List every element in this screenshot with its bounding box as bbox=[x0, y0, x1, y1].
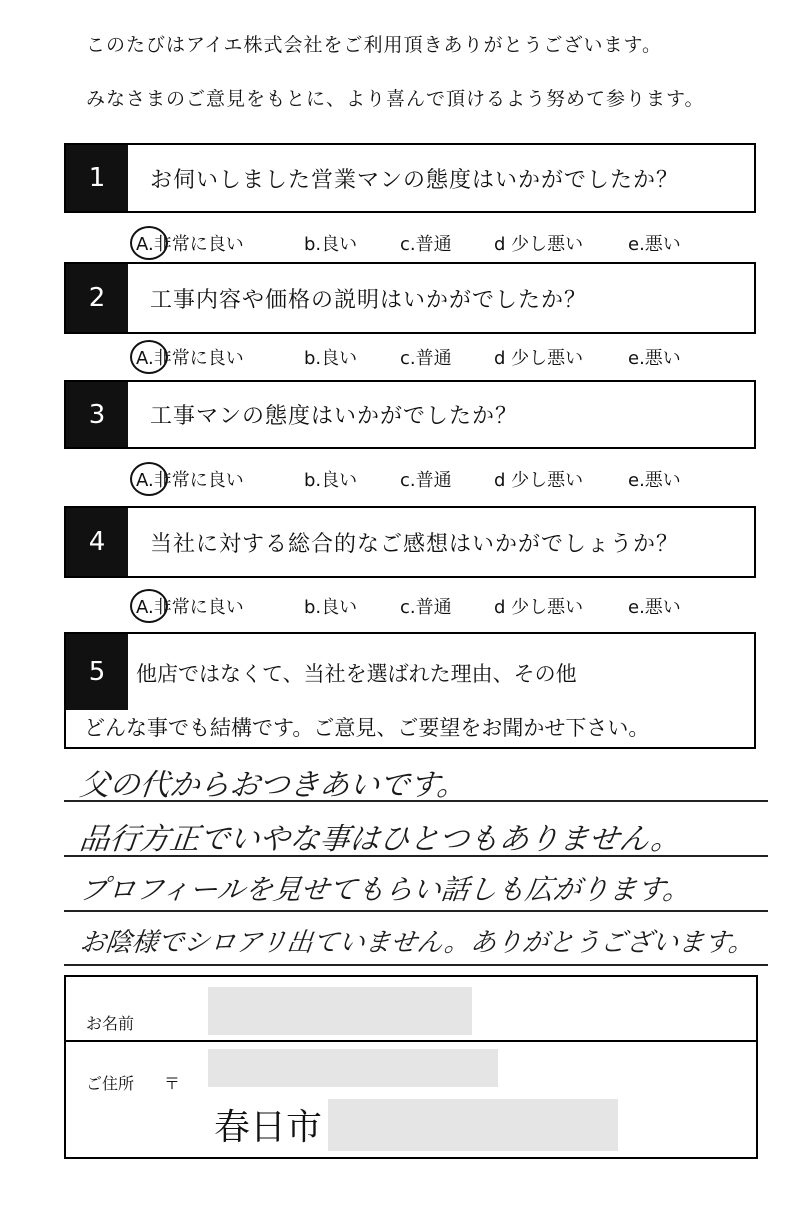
question-1 bbox=[64, 143, 756, 213]
ruled-line bbox=[64, 964, 768, 966]
question-3 bbox=[64, 380, 756, 449]
option-b[interactable]: b.良い bbox=[304, 234, 358, 255]
option-c[interactable]: c.普通 bbox=[400, 348, 452, 369]
question-2-options bbox=[136, 342, 736, 372]
ruled-line bbox=[64, 800, 768, 802]
option-c[interactable]: c.普通 bbox=[400, 234, 452, 255]
question-1-options bbox=[136, 228, 736, 258]
question-3-options bbox=[136, 464, 736, 494]
intro-line-2: みなさまのご意見をもとに、より喜んで頂けるよう努めて参ります。 bbox=[86, 88, 705, 110]
option-d[interactable]: d 少し悪い bbox=[494, 234, 584, 255]
question-5-text-line-2: どんな事でも結構です。ご意見、ご要望をお聞かせ下さい。 bbox=[84, 716, 650, 740]
option-e[interactable]: e.悪い bbox=[628, 597, 681, 618]
redacted-postal-code bbox=[208, 1049, 498, 1087]
handwritten-comment-2: 品行方正でいやな事はひとつもありません。 bbox=[77, 822, 683, 857]
handwritten-city: 春日市 bbox=[214, 1107, 323, 1148]
question-text: 当社に対する総合的なご感想はいかがでしょうか？ bbox=[150, 531, 680, 557]
question-5-text-line-1: 他店ではなくて、当社を選ばれた理由、その他 bbox=[136, 662, 577, 686]
info-divider bbox=[66, 1040, 756, 1042]
contact-info-box bbox=[64, 975, 758, 1159]
question-2 bbox=[64, 262, 756, 334]
option-b[interactable]: b.良い bbox=[304, 597, 358, 618]
selected-circle-mark bbox=[130, 226, 168, 260]
handwritten-comment-4: お陰様でシロアリ出ていません。ありがとうございます。 bbox=[78, 928, 756, 958]
option-e[interactable]: e.悪い bbox=[628, 348, 681, 369]
option-d[interactable]: d 少し悪い bbox=[494, 348, 584, 369]
question-4-options bbox=[136, 591, 736, 621]
option-b[interactable]: b.良い bbox=[304, 348, 358, 369]
name-label: お名前 bbox=[86, 1014, 135, 1033]
option-b[interactable]: b.良い bbox=[304, 470, 358, 491]
handwritten-comment-3: プロフィールを見せてもらい話しも広がります。 bbox=[78, 873, 693, 906]
question-number: 3 bbox=[66, 382, 128, 447]
selected-circle-mark bbox=[130, 340, 168, 374]
option-d[interactable]: d 少し悪い bbox=[494, 597, 584, 618]
option-a[interactable]: A.非常に良い bbox=[136, 230, 244, 256]
selected-circle-mark bbox=[130, 589, 168, 623]
option-e[interactable]: e.悪い bbox=[628, 234, 681, 255]
selected-circle-mark bbox=[130, 462, 168, 496]
question-text: 工事内容や価格の説明はいかがでしたか？ bbox=[150, 287, 588, 313]
option-e[interactable]: e.悪い bbox=[628, 470, 681, 491]
option-c[interactable]: c.普通 bbox=[400, 470, 452, 491]
question-number: 2 bbox=[66, 264, 128, 332]
question-5 bbox=[64, 632, 756, 749]
postal-mark: 〒 bbox=[164, 1074, 181, 1093]
ruled-line bbox=[64, 855, 768, 857]
question-4 bbox=[64, 506, 756, 578]
intro-line-1: このたびはアイエ株式会社をご利用頂きありがとうございます。 bbox=[86, 34, 663, 56]
ruled-line bbox=[64, 910, 768, 912]
question-number: 5 bbox=[66, 634, 128, 710]
redacted-name bbox=[208, 987, 472, 1035]
option-d[interactable]: d 少し悪い bbox=[494, 470, 584, 491]
question-text: お伺いしました営業マンの態度はいかがでしたか？ bbox=[150, 167, 680, 193]
question-text: 工事マンの態度はいかがでしたか？ bbox=[150, 404, 519, 429]
address-label: ご住所 bbox=[86, 1074, 135, 1093]
option-a[interactable]: A.非常に良い bbox=[136, 593, 244, 619]
option-a[interactable]: A.非常に良い bbox=[136, 466, 244, 492]
handwritten-comment-1: 父の代からおつきあいです。 bbox=[77, 768, 469, 803]
question-number: 1 bbox=[66, 145, 128, 211]
redacted-address bbox=[328, 1099, 618, 1151]
option-a[interactable]: A.非常に良い bbox=[136, 344, 244, 370]
option-c[interactable]: c.普通 bbox=[400, 597, 452, 618]
question-number: 4 bbox=[66, 508, 128, 576]
